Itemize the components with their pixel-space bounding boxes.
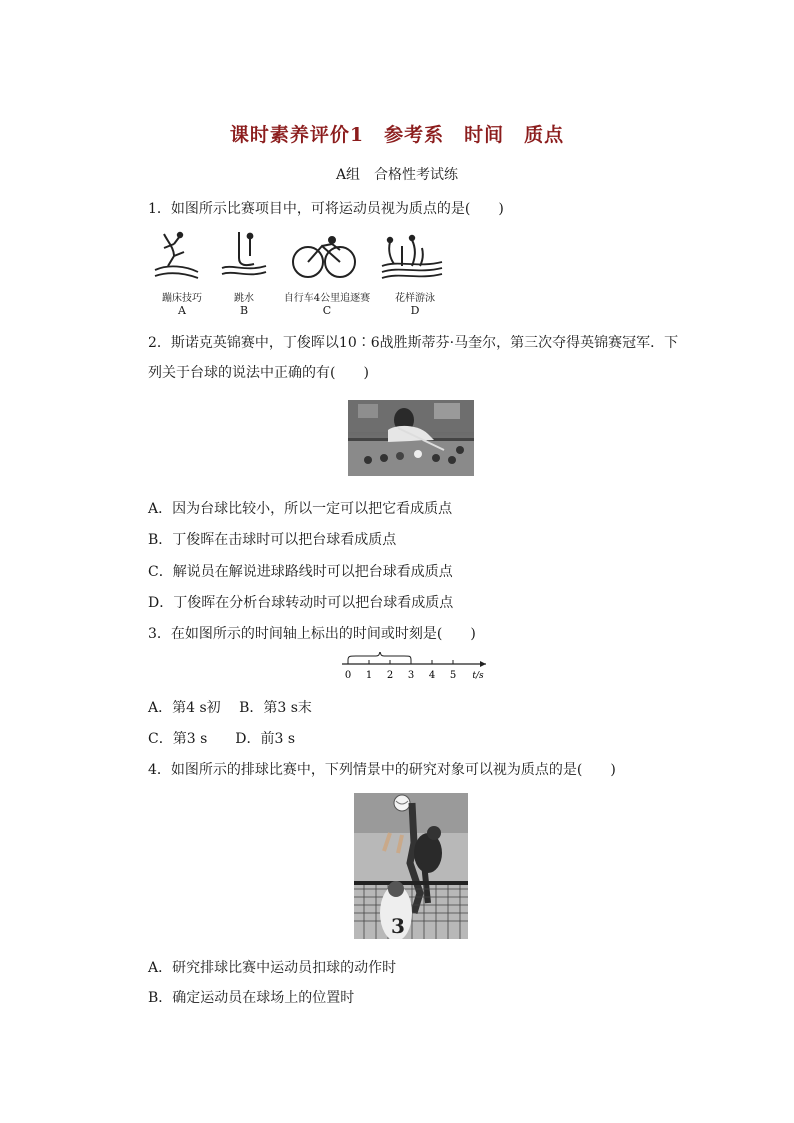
question-4-text: 4．如图所示的排球比赛中，下列情景中的研究对象可以视为质点的是( ) bbox=[148, 762, 616, 778]
question-1-text: 1．如图所示比赛项目中，可将运动员视为质点的是( ) bbox=[148, 201, 504, 217]
axis-tick-2: 2 bbox=[386, 670, 394, 681]
axis-tick-3: 3 bbox=[407, 670, 415, 681]
q1-caption-a: 蹦床技巧 bbox=[162, 293, 202, 304]
q2-option-a: A．因为台球比较小，所以一定可以把它看成质点 bbox=[148, 501, 453, 517]
synchronized-swimming-icon bbox=[382, 236, 442, 278]
jersey-number: 3 bbox=[391, 914, 405, 938]
q1-letter-a: A bbox=[178, 304, 186, 317]
question-2-line-1: 2．斯诺克英锦赛中，丁俊晖以10∶6战胜斯蒂芬·马奎尔，第三次夺得英锦赛冠军．下 bbox=[148, 335, 679, 351]
axis-unit-label: t/s bbox=[472, 671, 484, 681]
q4-option-a: A．研究排球比赛中运动员扣球的动作时 bbox=[148, 960, 397, 976]
q1-caption-b: 跳水 bbox=[234, 293, 254, 304]
q1-caption-d: 花样游泳 bbox=[395, 293, 435, 304]
q4-option-b: B．确定运动员在球场上的位置时 bbox=[148, 990, 355, 1006]
page-title: 课时素养评价1 参考系 时间 质点 bbox=[229, 124, 565, 146]
diving-icon bbox=[222, 232, 266, 274]
axis-tick-0: 0 bbox=[344, 670, 352, 681]
question-3-text: 3．在如图所示的时间轴上标出的时间或时刻是( ) bbox=[148, 626, 476, 642]
q2-option-c: C．解说员在解说进球路线时可以把台球看成质点 bbox=[148, 564, 453, 580]
trampoline-icon bbox=[155, 233, 198, 278]
time-axis bbox=[336, 652, 496, 682]
group-label: A组 合格性考试练 bbox=[335, 167, 459, 183]
q2-option-b: B．丁俊晖在击球时可以把台球看成质点 bbox=[148, 532, 397, 548]
q1-caption-c: 自行车4公里追逐赛 bbox=[283, 293, 371, 304]
q2-option-d: D．丁俊晖在分析台球转动时可以把台球看成质点 bbox=[148, 595, 454, 611]
q3-options-line-1: A．第4 s初 B．第3 s末 bbox=[148, 700, 312, 716]
volleyball-photo bbox=[354, 793, 468, 939]
q1-letter-d: D bbox=[410, 304, 420, 317]
snooker-photo bbox=[348, 400, 474, 476]
time-axis-brace bbox=[348, 652, 411, 660]
q1-sports-figures bbox=[150, 226, 450, 286]
q1-letter-b: B bbox=[239, 304, 249, 317]
q1-letter-c: C bbox=[322, 304, 332, 317]
axis-tick-4: 4 bbox=[428, 670, 436, 681]
axis-tick-5: 5 bbox=[449, 670, 457, 681]
question-2-line-2: 列关于台球的说法中正确的有( ) bbox=[148, 365, 369, 381]
axis-tick-1: 1 bbox=[365, 670, 373, 681]
cycling-icon bbox=[293, 237, 355, 277]
q3-options-line-2: C．第3 s D．前3 s bbox=[148, 731, 296, 747]
